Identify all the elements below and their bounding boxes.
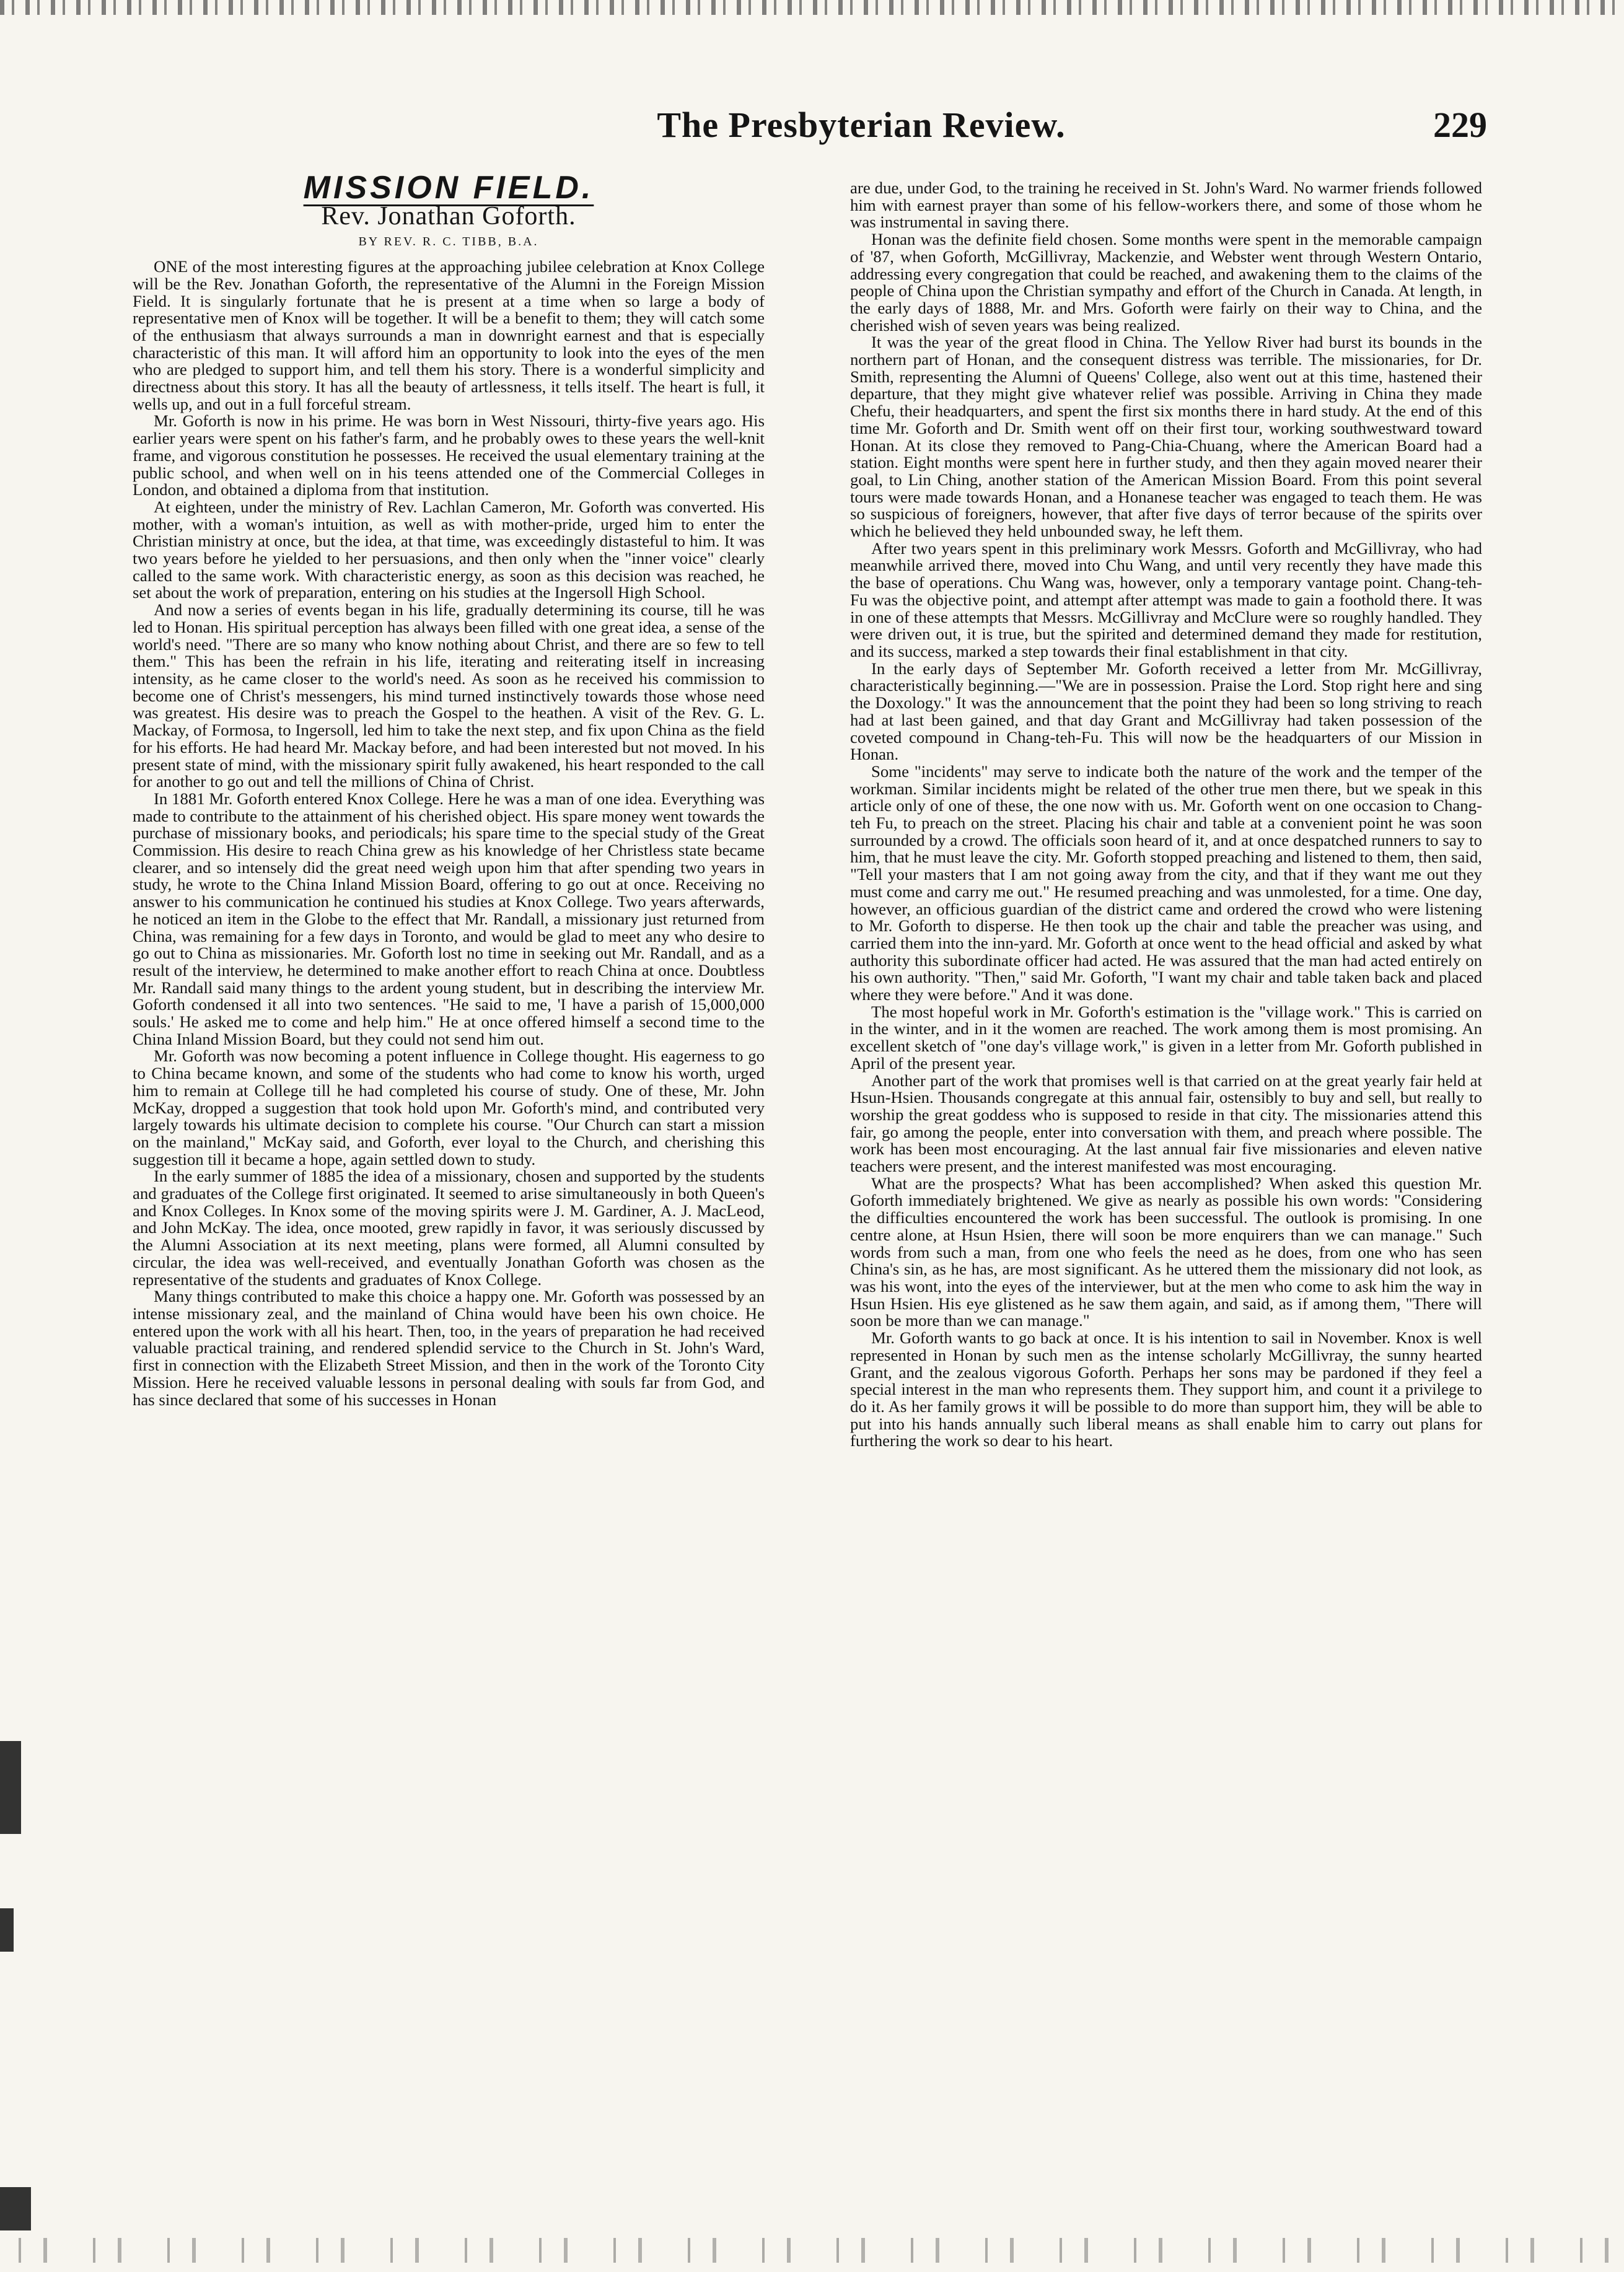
paragraph: In the early days of September Mr. Goforth received a letter from Mr. McGillivray, characteristically beginning.—"We are in possession. Praise the Lord. Stop right here and sing the Doxology." It was the announcement that the point they had been so long striving to reach had at last been gained, and that day Grant and McGillivray had taken possession of the coveted compound in Chang-teh-Fu. This will now be the headquarters of our Mission in Honan.: [850, 659, 1482, 764]
paragraph: And now a series of events began in his life, gradually determining its course, till he was led to Honan. His spiritual perception has always been filled with one great idea, a sense of the world's need. "There are so many who know nothing about Christ, and there are so few to tell them." This has been the refrain in his life, iterating and reiterating itself in increasing intensity, as he came closer to the world's need. As soon as he received his commission to become one of Christ's messengers, his mind turned instinctively towards those whose need was greatest. His desire was to preach the Gospel to the heathen. A visit of the Rev. G. L. Mackay, of Formosa, to Ingersoll, led him to take the next step, and fix upon China as the field for his efforts. He had heard Mr. Mackay before, and had been interested but not moved. In his present state of mind, with the missionary spirit fully awakened, his heart responded to the call for another to go out and tell the millions of China of Christ.: [133, 600, 765, 791]
paragraph: After two years spent in this preliminary work Messrs. Goforth and McGillivray, who had meanwhile arrived there, moved into Chu Wang, and until very recently they have made this the base of operations. Chu Wang was, however, only a temporary vantage point. Chang-teh-Fu was the objective point, and attempt after attempt was made to gain a foothold there. It was in one of these attempts that Messrs. McGillivray and McClure were so roughly handled. They were driven out, it is true, but the spirited and determined demand they made for restitution, and its success, marked a step towards their final establishment in that city.: [850, 538, 1482, 660]
scan-margin-mark: [0, 2187, 31, 2230]
scan-noise-top: [0, 0, 1624, 15]
scan-margin-mark: [0, 1908, 14, 1952]
paragraph: Some "incidents" may serve to indicate both the nature of the work and the temper of the workman. Similar incidents might be related of the other true men there, but we speak in this article only of one of these, the one now with us. Mr. Goforth went on one occasion to Chang-teh Fu, to preach on the street. Placing his chair and table at a convenient point he was soon surrounded by a crowd. The officials soon heard of it, and at once despatched runners to say to him, that he must leave the city. Mr. Goforth stopped preaching and listened to them, then said, "Tell your masters that I am not going away from the city, and that if they want me out they must come and carry me out." He resumed preaching and was unmolested, for a time. One day, however, an officious guardian of the district came and ordered the crowd who were listening to Mr. Goforth to disperse. He then took up the chair and table the preacher was using, and carried them into the inn-yard. Mr. Goforth at once went to the head official and asked by what authority this subordinate officer had acted. He was assured that the man had acted entirely on his own authority. "Then," said Mr. Goforth, "I want my chair and table taken back and placed where they were before." And it was done.: [850, 761, 1482, 1004]
paragraph: Another part of the work that promises well is that carried on at the great yearly fair held at Hsun-Hsien. Thousands congregate at this annual fair, ostensibly to buy and sell, but really to worship the great goddess who is supposed to reside in that city. The missionaries attend this fair, go among the people, enter into conversation with them, and preach where possible. The work has been most encouraging. At the last annual fair five missionaries and eleven native teachers were present, and the interest manifested was most encouraging.: [850, 1071, 1482, 1176]
paragraph: What are the prospects? What has been accomplished? When asked this question Mr. Goforth immediately brightened. We give as nearly as possible his own words: "Considering the difficulties encountered the work has been successful. The outlook is promising. In one centre alone, at Hsun Hsien, there will soon be more enquirers than we can manage." Such words from such a man, from one who feels the need as he does, from one who has seen China's sin, as he has, are most significant. As he uttered them the missionary did not look, as was his wont, into the eyes of the interviewer, but at the men who come to ask him the way in Hsun Hsien. His eye glistened as he saw them again, and said, as if among them, "There will soon be more than we can manage.": [850, 1173, 1482, 1330]
paragraph: ONE of the most interesting figures at the approaching jubilee celebration at Knox College will be the Rev. Jonathan Goforth, the representative of the Alumni in the Foreign Mission Field. It is singularly fortunate that he is present at a time when so large a body of representative men of Knox will be together. It will be a benefit to them; they will catch some of the enthusiasm that always surrounds a man in downright earnest and that is especially characteristic of this man. It will afford him an opportunity to look into the eyes of the men who are pledged to support him, and tell them his story. There is a wonderful simplicity and directness about this story. It has all the beauty of artlessness, it tells itself. The heart is full, it wells up, and out in a full forceful stream.: [133, 257, 765, 413]
paragraph: It was the year of the great flood in China. The Yellow River had burst its bounds in the northern part of Honan, and the consequent distress was terrible. The missionaries, for Dr. Smith, representing the Alumni of Queens' College, also went out at this time, hastened their departure, that they might give whatever relief was possible. Arriving in China they made Chefu, their headquarters, and spent the first six months there in hard study. At the end of this time Mr. Goforth and Dr. Smith went off on their first tour, working southwestward toward Honan. At its close they removed to Pang-Chia-Chuang, where the American Board had a station. Eight months were spent here in further study, and then they again moved nearer their goal, to Lin Ching, another station of the American Mission Board. From this point several tours were made towards Honan, and a Honanese teacher was engaged to teach them. He was so suspicious of foreigners, however, that after five days of terror because of the spirits over which he believed they held unbounded sway, he left them.: [850, 333, 1482, 541]
paragraph: The most hopeful work in Mr. Goforth's estimation is the "village work." This is carried on in the winter, and in it the women are reached. The work among them is most promising. An excellent sketch of "one day's village work," is given in a letter from Mr. Goforth published in April of the present year.: [850, 1002, 1482, 1072]
paragraph: Honan was the definite field chosen. Some months were spent in the memorable campaign of '87, when Goforth, McGillivray, Mackenzie, and Webster went through Western Ontario, addressing every congregation that could be reached, and awakening them to the claims of the people of China upon the Christian sympathy and effort of the Church in Canada. At length, in the early days of 1888, Mr. and Mrs. Goforth were fairly on their way to China, and the cherished wish of seven years was being realized.: [850, 230, 1482, 335]
paragraph: are due, under God, to the training he received in St. John's Ward. No warmer friends followed him with earnest prayer than some of his fellow-workers there, and some of those whom he was instrumental in saving there.: [850, 178, 1482, 232]
paragraph: In 1881 Mr. Goforth entered Knox College. Here he was a man of one idea. Everything was made to contribute to the attainment of his cherished object. His spare money went towards the purchase of missionary books, and periodicals; his spare time to the special study of the Great Commission. His desire to reach China grew as his knowledge of her Christless state became clearer, and so intensely did the great need weigh upon him that after spending two years in study, he wrote to the China Inland Mission Board, offering to go out at once. Receiving no answer to his communication he continued his studies at Knox College. Two years afterwards, he noticed an item in the Globe to the effect that Mr. Randall, a missionary just returned from China, was remaining for a few days in Toronto, and would be glad to meet any who desire to go out to China as missionaries. Mr. Goforth lost no time in seeking out Mr. Randall, and as a result of the interview, he determined to make another effort to reach China at once. Doubtless Mr. Randall said many things to the ardent young student, but in describing the interview Mr. Goforth condensed it all into two sentences. "He said to me, 'I have a parish of 15,000,000 souls.' He asked me to come and help him." He at once offered himself a second time to the China Inland Mission Board, but they could not send him out.: [133, 789, 765, 1048]
page-number: 229: [1433, 105, 1487, 145]
scan-noise-bottom: [0, 2238, 1624, 2263]
left-column: [133, 170, 765, 1409]
paragraph: At eighteen, under the ministry of Rev. Lachlan Cameron, Mr. Goforth was converted. His mother, with a woman's intuition, as well as with mother-pride, urged him to enter the Christian ministry at once, but the idea, at that time, was exceedingly distasteful to him. It was two years before he yielded to her persuasions, and then only when the "inner voice" clearly called to the same work. With characteristic energy, as soon as this decision was reached, he set about the work of preparation, entering on his studies at the Ingersoll High School.: [133, 497, 765, 602]
section-title: MISSION FIELD.: [303, 170, 594, 206]
paragraph: Mr. Goforth is now in his prime. He was born in West Nissouri, thirty-five years ago. His earlier years were spent on his father's farm, and he probably owes to these years the well-knit frame, and vigorous constitution he possesses. He received the usual elementary training at the public school, and when well on in his teens attended one of the Commercial Colleges in London, and obtained a diploma from that institution.: [133, 411, 765, 499]
paragraph: Mr. Goforth was now becoming a potent influence in College thought. His eagerness to go to China became known, and some of the students who had come to know his worth, urged him to remain at College till he had completed his course of study. One of these, Mr. John McKay, dropped a suggestion that took hold upon Mr. Goforth's mind, and contributed very largely towards his ultimate decision to complete his course. "Our Church can start a mission on the mainland," McKay said, and Goforth, ever loyal to the Church, and cherishing this suggestion till it became a hope, again settled down to study.: [133, 1046, 765, 1169]
article-title: Rev. Jonathan Goforth.: [321, 201, 576, 230]
right-column: [850, 180, 1482, 1450]
article-byline: BY REV. R. C. TIBB, B.A.: [358, 235, 539, 249]
journal-title: The Presbyterian Review.: [657, 105, 1066, 145]
paragraph: In the early summer of 1885 the idea of a missionary, chosen and supported by the students and graduates of the College first originated. It seemed to arise simultaneously in both Queen's and Knox Colleges. In Knox some of the moving spirits were J. M. Gardiner, A. J. MacLeod, and John McKay. The idea, once mooted, grew rapidly in favor, it was seriously discussed by the Alumni Association at its next meeting, plans were formed, all Alumni consulted by circular, the idea was well-received, and eventually Jonathan Goforth was chosen as the representative of the students and graduates of Knox College.: [133, 1167, 765, 1289]
paragraph: Mr. Goforth wants to go back at once. It is his intention to sail in November. Knox is well represented in Honan by such men as the intense scholarly McGillivray, the sunny hearted Grant, and the zealous vigorous Goforth. Perhaps her sons may be pardoned if they feel a special interest in the man who represents them. They support him, and count it a privilege to do it. As her family grows it will be possible to do more than support him, they will be able to put into his hands annually such liberal means as shall enable him to carry out plans for furthering the work so dear to his heart.: [850, 1328, 1482, 1450]
scan-margin-mark: [0, 1741, 21, 1834]
page-header: [87, 104, 1487, 154]
paragraph: Many things contributed to make this choice a happy one. Mr. Goforth was possessed by an intense missionary zeal, and the mainland of China would have been his own choice. He entered upon the work with all his heart. Then, too, in the years of preparation he had received valuable practical training, and rendered splendid service to the Church in St. John's Ward, first in connection with the Elizabeth Street Mission, and then in the work of the Toronto City Mission. Here he received valuable lessons in personal dealing with souls far from God, and has since declared that some of his successes in Honan: [133, 1287, 765, 1409]
